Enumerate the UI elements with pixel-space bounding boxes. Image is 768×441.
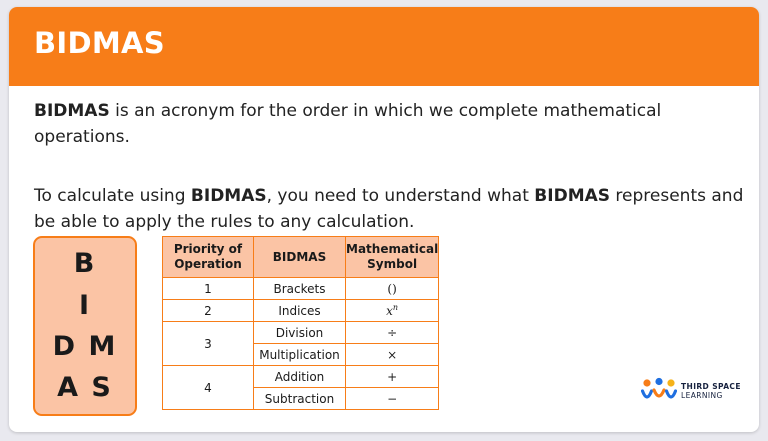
header-symbol: Mathematical Symbol	[346, 237, 439, 278]
table-row	[163, 366, 439, 388]
intro-paragraph	[34, 98, 754, 150]
acronym-letters-as: A S	[57, 372, 113, 403]
calc-term-2: BIDMAS	[534, 186, 611, 206]
acronym-letters-dm: D M	[52, 331, 118, 362]
operation-cell: Multiplication	[254, 344, 346, 366]
page-title: BIDMAS	[34, 26, 165, 60]
symbol-cell: ×	[346, 344, 439, 366]
header-priority: Priority of Operation	[163, 237, 254, 278]
priority-cell: 2	[163, 300, 254, 322]
calc-text-pre: To calculate using	[34, 186, 191, 206]
symbol-exponent: n	[392, 303, 399, 312]
header-bidmas: BIDMAS	[254, 237, 346, 278]
symbol-cell: +	[346, 366, 439, 388]
acronym-letters-box	[33, 236, 137, 416]
calc-term-1: BIDMAS	[190, 186, 267, 206]
operation-cell: Indices	[254, 300, 346, 322]
operation-cell: Addition	[254, 366, 346, 388]
title-banner	[9, 7, 759, 86]
priority-cell: 4	[163, 366, 254, 410]
table-row	[163, 278, 439, 300]
table-row	[163, 300, 439, 322]
third-space-learning-logo	[641, 377, 751, 407]
symbol-cell	[346, 300, 439, 322]
calc-text-post: represents and be able to apply the rules to any calculation.	[34, 186, 744, 232]
operation-cell: Subtraction	[254, 388, 346, 410]
symbol-base: x	[386, 304, 393, 318]
calc-text-mid: , you need to understand what	[266, 186, 535, 206]
table-row	[163, 322, 439, 344]
intro-term: BIDMAS	[34, 101, 110, 121]
priority-cell: 1	[163, 278, 254, 300]
operation-cell: Brackets	[254, 278, 346, 300]
logo-mark-icon	[641, 377, 677, 405]
logo-text-line-2: LEARNING	[681, 391, 723, 400]
acronym-letter-b: B	[73, 248, 97, 279]
symbol-cell: ÷	[346, 322, 439, 344]
logo-text-line-1: THIRD SPACE	[681, 382, 741, 391]
symbol-cell: −	[346, 388, 439, 410]
acronym-letter-i: I	[78, 290, 92, 321]
table-header-row	[163, 237, 439, 278]
calculation-paragraph	[34, 183, 754, 235]
symbol-cell: ()	[346, 278, 439, 300]
operation-cell: Division	[254, 322, 346, 344]
intro-text: is an acronym for the order in which we complete mathematical operations.	[34, 101, 662, 147]
content-card	[9, 7, 759, 432]
bidmas-table	[162, 236, 439, 410]
priority-cell: 3	[163, 322, 254, 366]
